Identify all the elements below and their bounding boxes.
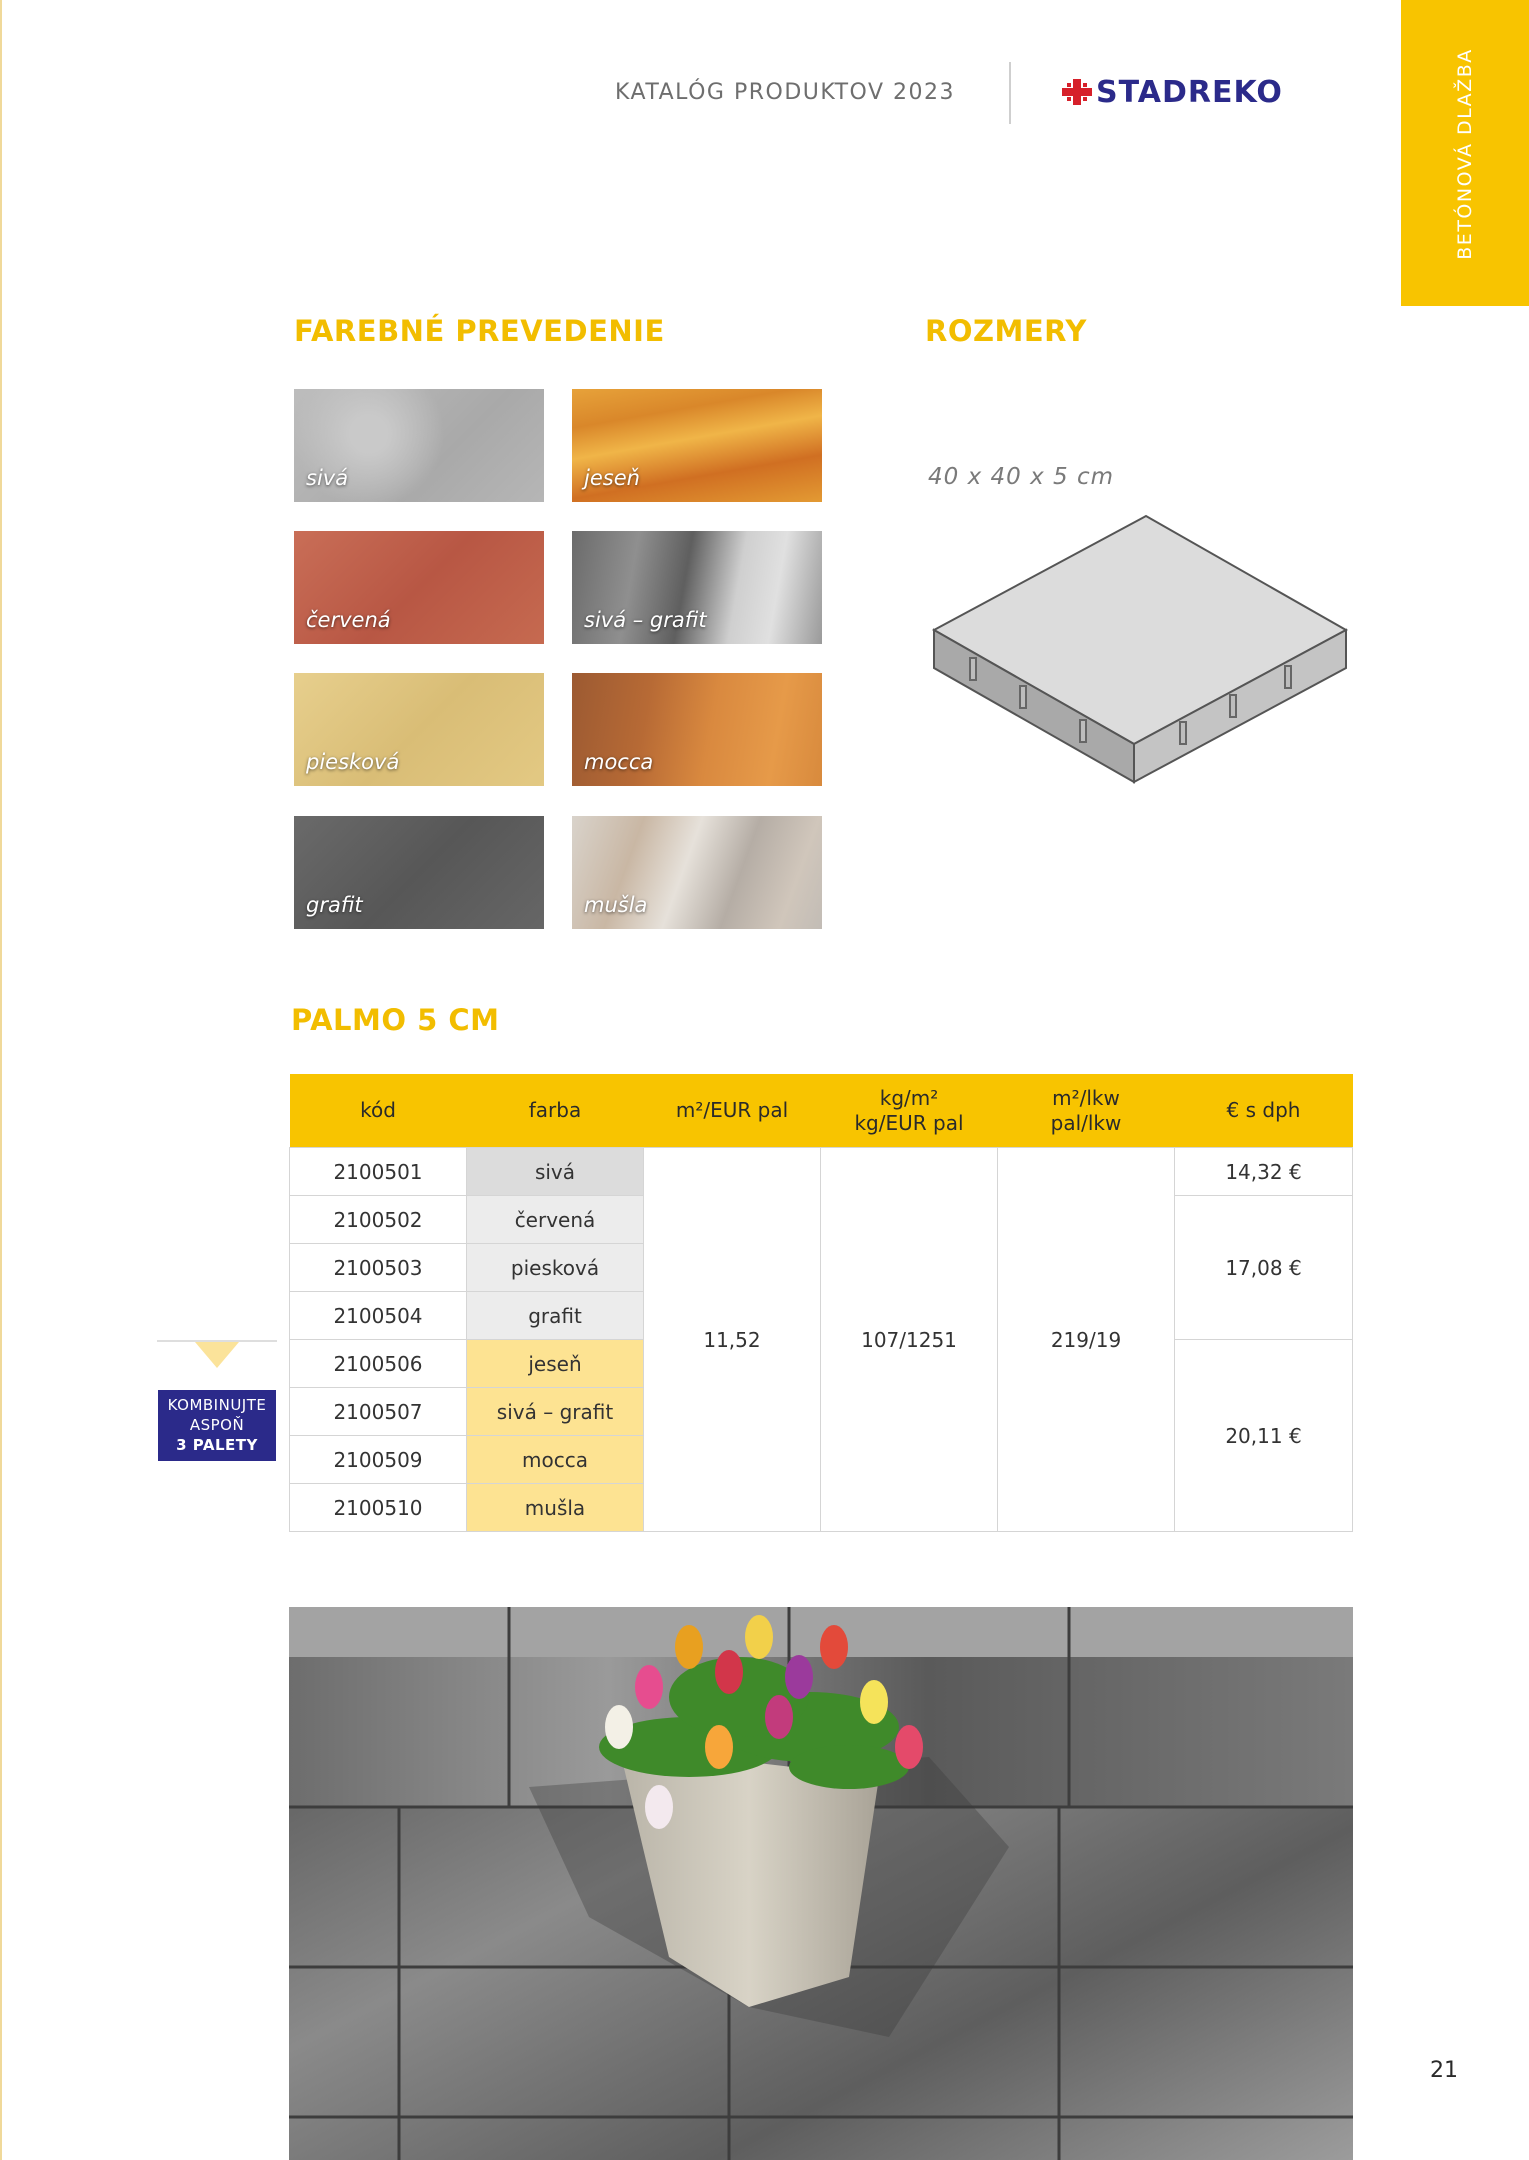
header-divider [1009, 62, 1011, 124]
swatch-label: mocca [584, 750, 654, 774]
badge-line: ASPOŇ [189, 1416, 245, 1434]
page-edge-line [0, 0, 2, 2160]
badge-line: 3 PALETY [176, 1436, 258, 1454]
cell-code: 2100504 [290, 1292, 467, 1340]
swatch-musla [572, 816, 822, 929]
swatch-label: sivá [306, 466, 349, 490]
column-header-kg [821, 1074, 998, 1148]
header-line: pal/lkw [1050, 1110, 1122, 1135]
paving-slab-illustration [930, 512, 1350, 792]
badge-line: KOMBINUJTE [167, 1396, 267, 1414]
cell-color: piesková [467, 1244, 644, 1292]
cell-color: sivá – grafit [467, 1388, 644, 1436]
swatch-label: piesková [306, 750, 400, 774]
cell-m2-eur-pal: 11,52 [644, 1148, 821, 1532]
cell-code: 2100506 [290, 1340, 467, 1388]
swatch-siva [294, 389, 544, 502]
arrow-down-icon [195, 1342, 239, 1368]
cell-price: 20,11 € [1175, 1340, 1353, 1532]
cell-code: 2100503 [290, 1244, 467, 1292]
swatch-mocca [572, 673, 822, 786]
cell-kg-values: 107/1251 [821, 1148, 998, 1532]
cell-color: sivá [467, 1148, 644, 1196]
product-title: PALMO 5 CM [291, 1003, 500, 1037]
cell-color: mocca [467, 1436, 644, 1484]
cell-price: 17,08 € [1175, 1196, 1353, 1340]
cell-color: grafit [467, 1292, 644, 1340]
swatch-siva-grafit [572, 531, 822, 644]
side-tab-label [1401, 0, 1529, 306]
swatch-label: červená [306, 608, 391, 632]
cell-code: 2100509 [290, 1436, 467, 1484]
header-line: kg/EUR pal [854, 1110, 964, 1135]
cell-code: 2100507 [290, 1388, 467, 1436]
colors-section-title: FAREBNÉ PREVEDENIE [294, 314, 665, 348]
logo-text: STADREKO [1096, 74, 1283, 110]
cell-code: 2100510 [290, 1484, 467, 1532]
swatch-label: grafit [306, 893, 363, 917]
swatch-grafit [294, 816, 544, 929]
cell-price: 14,32 € [1175, 1148, 1353, 1196]
column-header-m2-eur-pal: m²/EUR pal [644, 1074, 821, 1148]
side-tab-text: BETÓNOVÁ DLAŽBA [1454, 48, 1476, 260]
cell-code: 2100502 [290, 1196, 467, 1244]
column-header-lkw [998, 1074, 1175, 1148]
swatch-cervena [294, 531, 544, 644]
header-line: kg/m² [879, 1085, 939, 1110]
column-header-price: € s dph [1175, 1074, 1353, 1148]
logo-mark-icon [1062, 79, 1092, 105]
column-header-kod: kód [290, 1074, 467, 1148]
page-number: 21 [1430, 2058, 1458, 2083]
cell-color: mušla [467, 1484, 644, 1532]
cell-code: 2100501 [290, 1148, 467, 1196]
swatch-label: mušla [584, 893, 648, 917]
stadreko-logo [1062, 76, 1283, 108]
dimensions-section-title: ROZMERY [925, 314, 1087, 348]
catalog-title: KATALÓG PRODUKTOV 2023 [614, 80, 955, 105]
tulip-planter-photo [289, 1607, 1353, 2160]
table-row [290, 1148, 1353, 1196]
swatch-label: sivá – grafit [584, 608, 707, 632]
product-table [289, 1074, 1353, 1532]
cell-color: červená [467, 1196, 644, 1244]
swatch-jesen [572, 389, 822, 502]
combine-pallets-badge [158, 1390, 276, 1461]
dimension-value: 40 x 40 x 5 cm [928, 464, 1114, 490]
swatch-label: jeseň [584, 466, 640, 490]
column-header-farba: farba [467, 1074, 644, 1148]
header-line: m²/lkw [1052, 1085, 1120, 1110]
table-header-row [290, 1074, 1353, 1148]
swatch-pieskova [294, 673, 544, 786]
cell-lkw-values: 219/19 [998, 1148, 1175, 1532]
cell-color: jeseň [467, 1340, 644, 1388]
